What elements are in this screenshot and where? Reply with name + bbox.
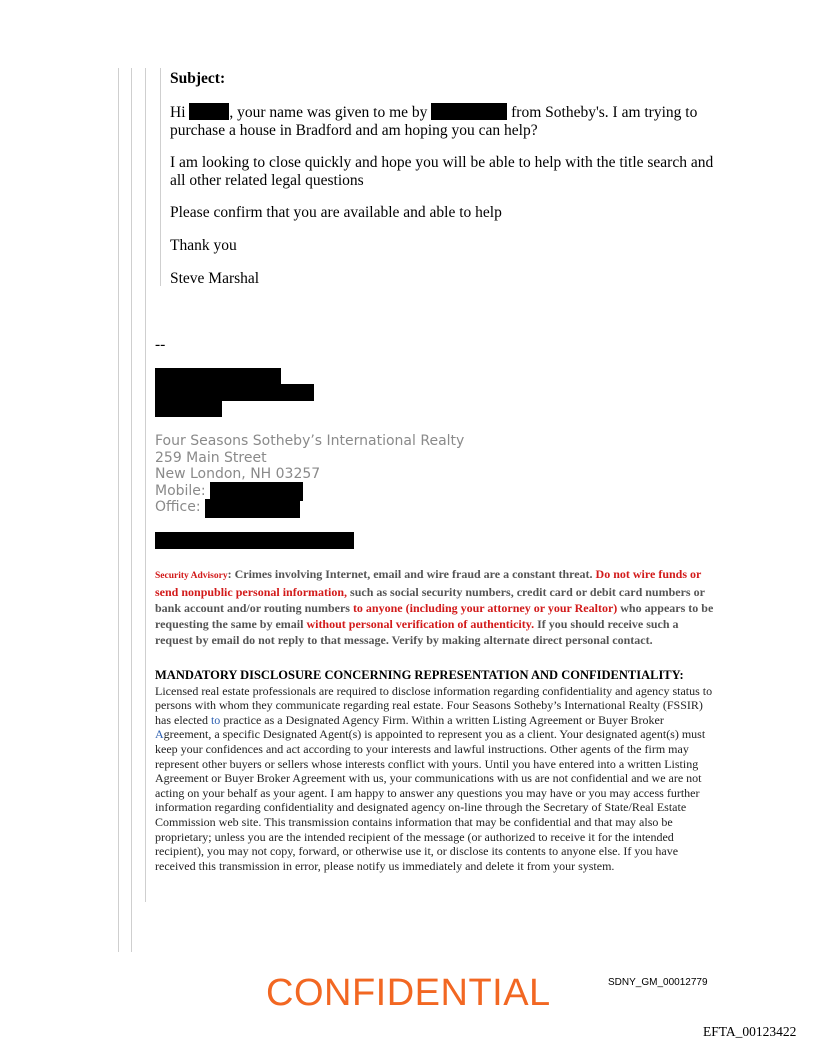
disclosure-text: greement, a specific Designated Agent(s) is appointed to represent you as a client. Your designated agent(s) must keep your confidences and act according to your interests and lawful instructions. Other agents of the firm may represent other buyers or sellers whose interests conflict with yours. Until you have entered into a written Listing Agreement or Buyer Broker Agreement with us, your communications with us are not confidential and we are not acting on your behalf as your agent. I am happy to answer any questions you may have or you may access further information regarding confidentiality and designated agency on-line through the Secretary of State/Real Estate Commission web site. This transmission contains information that may be confidential and that may also be proprietary; unless you are the intended recipient of the message (or authorized to receive it for the intended recipient), you may not copy, forward, or otherwise use it, or disclose its contents to anyone else. If you have received this transmission in error, please notify us immediately and delete it from your system. bbox=[155, 727, 706, 873]
advisory-text: who appears to be requesting the same by email bbox=[155, 601, 714, 631]
greeting-end: from Sotheby's. I am trying to purchase a house in Bradford and am hoping you can help? bbox=[170, 104, 698, 139]
quote-line-middle bbox=[131, 68, 132, 952]
confidential-stamp: CONFIDENTIAL bbox=[266, 972, 551, 1014]
disclosure-text-blue: to bbox=[210, 712, 221, 727]
email-greeting bbox=[170, 103, 730, 140]
efta-number: EFTA_00123422 bbox=[703, 1024, 797, 1039]
signature-mobile: Mobile: bbox=[155, 482, 206, 499]
signature-street: 259 Main Street bbox=[155, 449, 267, 466]
disclosure-heading: MANDATORY DISCLOSURE CONCERNING REPRESENTATION AND CONFIDENTIALITY: bbox=[155, 668, 684, 682]
redaction-bar bbox=[205, 499, 300, 518]
advisory-warning: Do not wire funds or send nonpublic personal information, bbox=[155, 567, 702, 599]
greeting-hi: Hi bbox=[170, 104, 186, 121]
signature-office: Office: bbox=[155, 499, 201, 516]
email-paragraph: Please confirm that you are available and able to help bbox=[170, 204, 502, 221]
advisory-warning: without personal verification of authenticity. bbox=[306, 617, 535, 631]
quote-line-inner bbox=[145, 68, 146, 902]
subject-label: Subject: bbox=[170, 70, 226, 87]
redaction-bar bbox=[189, 103, 229, 120]
quote-line-outer bbox=[118, 68, 119, 952]
signature-separator: -- bbox=[155, 336, 166, 353]
redaction-bar bbox=[431, 103, 507, 120]
bates-number: SDNY_GM_00012779 bbox=[608, 977, 708, 988]
greeting-mid: , your name was given to me by bbox=[229, 104, 428, 121]
redaction-bar bbox=[155, 400, 222, 417]
signature-city: New London, NH 03257 bbox=[155, 466, 321, 483]
advisory-lead: Security Advisory bbox=[155, 571, 228, 581]
redaction-bar bbox=[155, 384, 314, 401]
email-paragraph: Thank you bbox=[170, 237, 237, 254]
disclosure-text: Licensed real estate professionals are required to disclose information regarding confidentiality and agency status to persons with whom they communicate regarding real estate. Four Seasons Sotheby’s International Realty (FSSIR) has elected bbox=[155, 683, 713, 727]
email-sender-name: Steve Marshal bbox=[170, 270, 260, 287]
mandatory-disclosure bbox=[155, 668, 715, 873]
disclosure-text-blue: A bbox=[155, 727, 164, 742]
advisory-text: If you should receive such a request by email do not reply to that message. Verify by making alternate direct personal contact. bbox=[155, 617, 679, 647]
email-paragraph: I am looking to close quickly and hope you will be able to help with the title search and all other related legal questions bbox=[170, 154, 714, 189]
redaction-bar bbox=[155, 532, 354, 549]
disclosure-text: practice as a Designated Agency Firm. Within a written Listing Agreement or Buyer Broker bbox=[220, 712, 664, 727]
advisory-warning: to anyone (including your attorney or your Realtor) bbox=[352, 601, 618, 615]
security-advisory bbox=[155, 566, 715, 648]
redaction-bar bbox=[155, 368, 281, 385]
quote-line-message bbox=[160, 68, 161, 286]
signature-company: Four Seasons Sotheby’s International Realty bbox=[155, 433, 465, 449]
advisory-text: : Crimes involving Internet, email and wire fraud are a constant threat. bbox=[227, 567, 596, 581]
advisory-text: such as social security numbers, credit card or debit card numbers or bank account and/or routing numbers bbox=[155, 585, 705, 615]
